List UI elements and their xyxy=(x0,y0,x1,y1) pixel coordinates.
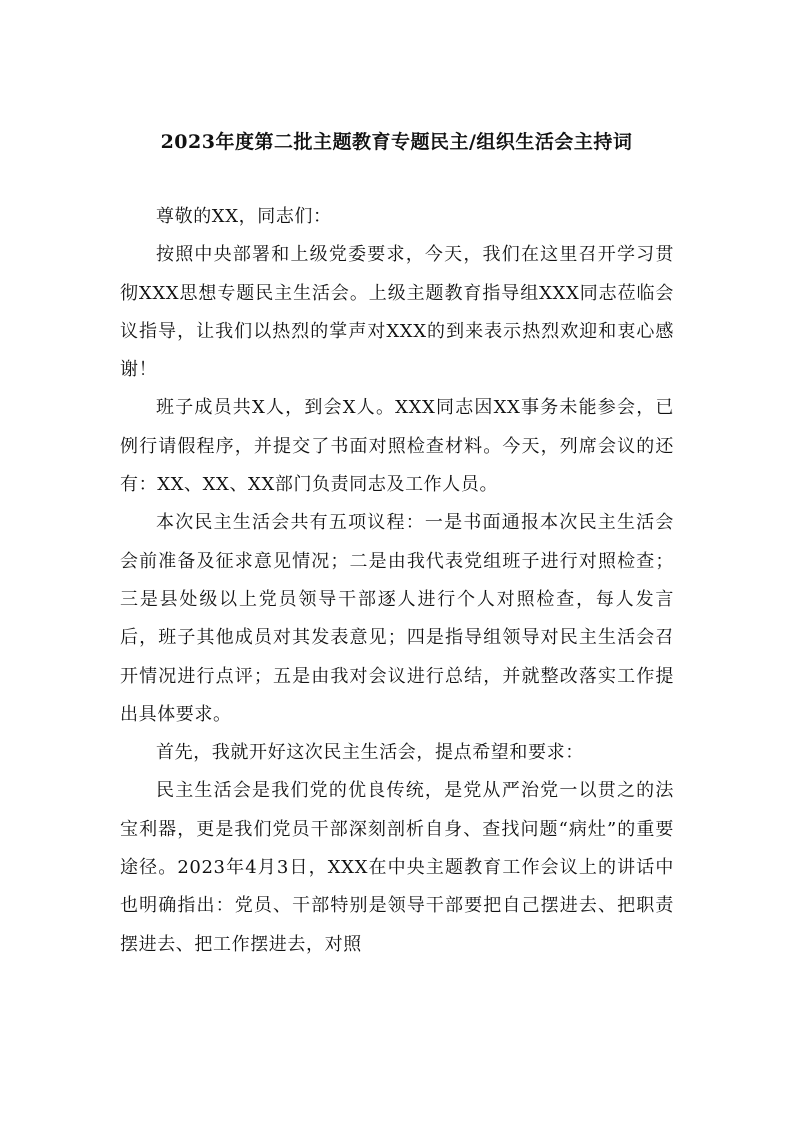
paragraph-opening: 按照中央部署和上级党委要求，今天，我们在这里召开学习贯彻XXX思想专题民主生活会。上级主题教育指导组XXX同志莅临会议指导，让我们以热烈的掌声对XXX的到来表示热烈欢迎和衷心感谢！ xyxy=(120,244,674,381)
paragraph-greeting: 尊敬的XX，同志们： xyxy=(156,206,332,227)
paragraph-requirements-intro: 首先，我就开好这次民主生活会，提点希望和要求： xyxy=(156,742,584,764)
document-body xyxy=(120,198,674,964)
paragraph-attendance: 班子成员共X人，到会X人。XXX同志因XX事务未能参会，已例行请假程序，并提交了书面对照检查材料。今天，列席会议的还有：XX、XX、XX部门负责同志及工作人员。 xyxy=(120,397,674,496)
paragraph-tradition: 民主生活会是我们党的优良传统，是党从严治党一以贯之的法宝利器，更是我们党员干部深刻剖析自身、查找问题“病灶”的重要途径。2023年4月3日，XXX在中央主题教育工作会议上的讲话中也明确指出：党员、干部特别是领导干部要把自己摆进去、把职责摆进去、把工作摆进去，对照 xyxy=(120,780,674,955)
paragraph-agenda: 本次民主生活会共有五项议程：一是书面通报本次民主生活会会前准备及征求意见情况；二是由我代表党组班子进行对照检查；三是县处级以上党员领导干部逐人进行个人对照检查，每人发言后，班子其他成员对其发表意见；四是指导组领导对民主生活会召开情况进行点评；五是由我对会议进行总结，并就整改落实工作提出具体要求。 xyxy=(120,512,674,725)
document-title: 2023年度第二批主题教育专题民主/组织生活会主持词 xyxy=(160,131,633,153)
